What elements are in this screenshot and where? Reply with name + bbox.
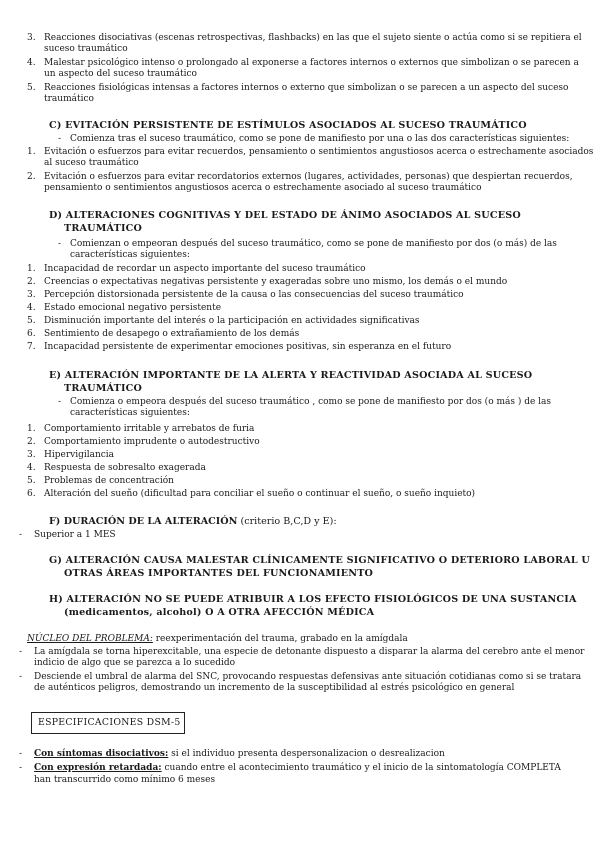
section-intro: Comienzan o empeoran después del suceso traumático, como se pone de manifiesto por dos (o más) de las: [70, 239, 557, 249]
list-item-text: Comportamiento irritable y arrebatos de furia: [44, 424, 255, 434]
list-number: 5.: [27, 316, 36, 326]
list-number: 3.: [27, 33, 36, 43]
nucleo-bullet-text: de auténticos peligros, demostrando un incremento de la susceptibilidad al estrés psicológico en general: [34, 683, 515, 693]
list-number: 3.: [27, 450, 36, 460]
list-number: 4.: [27, 463, 36, 473]
list-number: 1.: [27, 147, 36, 157]
list-item-text: Disminución importante del interés o la participación en actividades significativas: [44, 316, 420, 326]
nucleo-label: NÚCLEO DEL PROBLEMA:: [27, 634, 153, 644]
dash-bullet: -: [19, 672, 23, 682]
list-item-text: Problemas de concentración: [44, 476, 174, 486]
section-heading: H) ALTERACIÓN NO SE PUEDE ATRIBUIR A LOS EFECTO FISIOLÓGICOS DE UNA SUSTANCIA: [49, 594, 577, 605]
section-heading-note: (criterio B,C,D y E):: [237, 516, 337, 527]
section-heading: F) DURACIÓN DE LA ALTERACIÓN: [49, 516, 238, 527]
list-item-text: Incapacidad de recordar un aspecto importante del suceso traumático: [44, 264, 366, 274]
dash-bullet: -: [58, 397, 62, 407]
section-heading: D) ALTERACIONES COGNITIVAS Y DEL ESTADO DE ÁNIMO ASOCIADOS AL SUCESO: [49, 210, 521, 221]
nucleo-bullet-text: Desciende el umbral de alarma del SNC, provocando respuestas defensivas ante situación cotidianas como si se tratara: [34, 672, 582, 682]
specifier-text: han transcurrido como mínimo 6 meses: [34, 775, 216, 785]
nucleo-bullet-text: indicio de algo que se parezca a lo sucedido: [34, 658, 236, 668]
section-heading-cont: (medicamentos, alcohol) O A OTRA AFECCIÓN MÉDICA: [64, 607, 375, 618]
list-item-text: al suceso traumático: [44, 158, 139, 168]
list-number: 2.: [27, 437, 36, 447]
section-intro: características siguientes:: [70, 408, 190, 418]
list-item-text: Evitación o esfuerzos para evitar recordatorios externos (lugares, actividades, personas) que despiertan recuerdos,: [44, 172, 573, 182]
specifier-label: Con síntomas disociativos:: [34, 749, 169, 759]
section-intro: Comienza tras el suceso traumático, como se pone de manifiesto por una o las dos características siguientes:: [70, 134, 570, 144]
list-item-text: Evitación o esfuerzos para evitar recuerdos, pensamiento o sentimientos angustiosos acerca o estrechamente asociados: [44, 147, 594, 157]
dash-bullet: -: [58, 239, 62, 249]
list-number: 7.: [27, 342, 36, 352]
dash-bullet: -: [19, 749, 23, 759]
list-item-text: Reacciones disociativas (escenas retrospectivas, flashbacks) en las que el sujeto siente o actúa como si se repitiera el: [44, 33, 582, 43]
list-item-text: pensamiento o sentimientos angustiosos acerca o estrechamente asociado al suceso traumático: [44, 183, 482, 193]
specifications-box-label: ESPECIFICACIONES DSM-5: [38, 717, 181, 728]
specifier-row: [34, 763, 561, 774]
list-item-text: Incapacidad persistente de experimentar emociones positivas, sin esperanza en el futuro: [44, 342, 452, 352]
list-item-text: Alteración del sueño (dificultad para conciliar el sueño o continuar el sueño, o sueño inquieto): [44, 489, 476, 499]
specifier-text: si el individuo presenta despersonalizacion o desrealizacion: [168, 749, 445, 759]
list-number: 5.: [27, 83, 36, 93]
section-heading: C) EVITACIÓN PERSISTENTE DE ESTÍMULOS ASOCIADOS AL SUCESO TRAUMÁTICO: [49, 120, 527, 131]
list-item-text: Respuesta de sobresalto exagerada: [44, 463, 206, 473]
list-item-text: Creencias o expectativas negativas persistente y exageradas sobre uno mismo, los demás o el mundo: [44, 277, 508, 287]
specifier-row: [34, 749, 445, 760]
list-item-text: Estado emocional negativo persistente: [44, 303, 222, 313]
list-item-text: Percepción distorsionada persistente de la causa o las consecuencias del suceso traumático: [44, 290, 464, 300]
nucleo-text: reexperimentación del trauma, grabado en la amígdala: [152, 634, 408, 644]
list-number: 3.: [27, 290, 36, 300]
dash-bullet: -: [19, 530, 23, 540]
section-heading-row: [49, 516, 337, 528]
section-heading-cont: TRAUMÁTICO: [64, 223, 143, 234]
section-intro: Comienza o empeora después del suceso traumático , como se pone de manifiesto por dos (o más ) de las: [70, 397, 552, 407]
list-number: 4.: [27, 58, 36, 68]
specifier-label: Con expresión retardada:: [34, 763, 162, 773]
list-number: 1.: [27, 264, 36, 274]
list-number: 6.: [27, 329, 36, 339]
section-heading-cont: OTRAS ÁREAS IMPORTANTES DEL FUNCIONAMIENTO: [64, 568, 374, 579]
list-item-text: Sentimiento de desapego o extrañamiento de los demás: [44, 329, 300, 339]
section-heading-cont: TRAUMÁTICO: [64, 383, 143, 394]
dash-bullet: -: [19, 763, 23, 773]
dash-bullet: -: [19, 647, 23, 657]
list-item-text: suceso traumático: [44, 44, 128, 54]
list-item-text: Superior a 1 MES: [34, 530, 116, 540]
nucleo-bullet-text: La amígdala se torna hiperexcitable, una especie de detonante dispuesto a disparar la alarma del cerebro ante el menor: [34, 647, 585, 657]
section-intro: características siguientes:: [70, 250, 190, 260]
list-number: 2.: [27, 277, 36, 287]
list-item-text: Malestar psicológico intenso o prolongado al exponerse a factores internos o externos que simbolizan o se parecen a: [44, 58, 579, 68]
list-number: 2.: [27, 172, 36, 182]
list-number: 6.: [27, 489, 36, 499]
list-number: 1.: [27, 424, 36, 434]
dash-bullet: -: [58, 134, 62, 144]
specifier-text: cuando entre el acontecimiento traumático y el inicio de la sintomatología COMPLETA: [161, 763, 561, 773]
section-heading: E) ALTERACIÓN IMPORTANTE DE LA ALERTA Y REACTIVIDAD ASOCIADA AL SUCESO: [49, 370, 533, 381]
section-heading: G) ALTERACIÓN CAUSA MALESTAR CLÍNICAMENTE SIGNIFICATIVO O DETERIORO LABORAL U: [49, 555, 590, 566]
list-number: 5.: [27, 476, 36, 486]
list-item-text: traumático: [44, 94, 94, 104]
list-item-text: un aspecto del suceso traumático: [44, 69, 197, 79]
list-item-text: Reacciones fisiológicas intensas a factores internos o externo que simbolizan o se parecen a un aspecto del suceso: [44, 83, 569, 93]
list-item-text: Hipervigilancia: [44, 450, 115, 460]
list-number: 4.: [27, 303, 36, 313]
nucleo-row: [27, 634, 408, 645]
list-item-text: Comportamiento imprudente o autodestructivo: [44, 437, 260, 447]
